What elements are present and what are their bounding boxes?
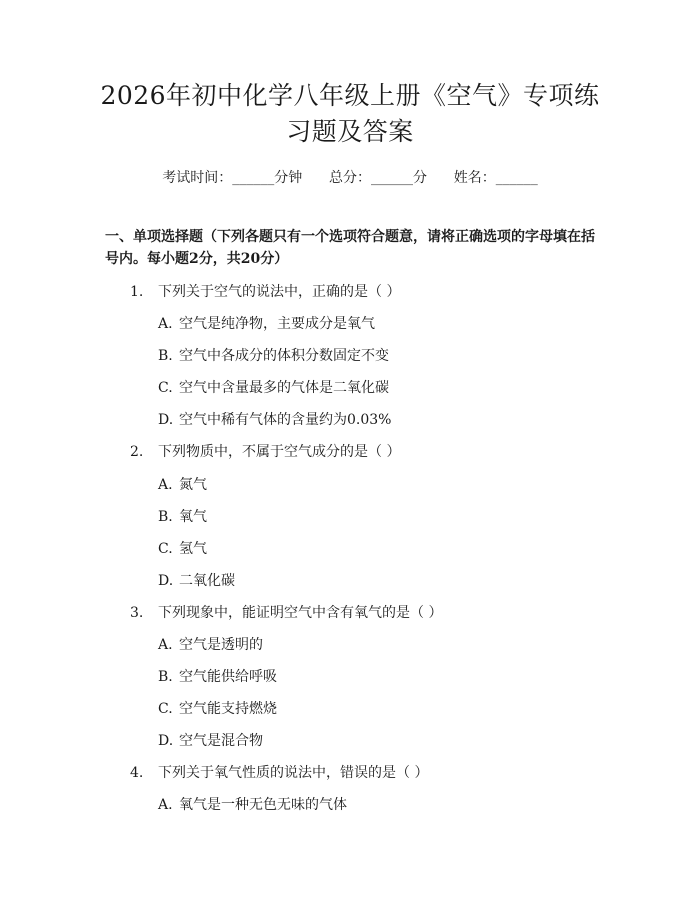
question-text: 下列关于空气的说法中，正确的是（ ） bbox=[158, 284, 401, 300]
question-number: 4. bbox=[130, 765, 144, 781]
question-number: 1. bbox=[130, 284, 144, 300]
option-text: 氧气是一种无色无味的气体 bbox=[179, 797, 347, 813]
option-text: 空气中各成分的体积分数固定不变 bbox=[179, 348, 389, 364]
question-number: 3. bbox=[130, 605, 144, 621]
option-letter: B. bbox=[158, 669, 173, 685]
page-title: 2026年初中化学八年级上册《空气》专项练习题及答案 bbox=[100, 81, 600, 146]
section-heading: 一、单项选择题（下列各题只有一个选项符合题意，请将正确选项的字母填在括号内。每小题2分，共20分） bbox=[105, 229, 595, 267]
option-letter: A. bbox=[158, 477, 173, 493]
option-text: 空气是纯净物，主要成分是氧气 bbox=[179, 316, 375, 332]
option-text: 空气能供给呼吸 bbox=[179, 669, 277, 685]
option-letter: A. bbox=[158, 797, 173, 813]
question-text: 下列关于氧气性质的说法中，错误的是（ ） bbox=[158, 765, 429, 781]
option-text: 氢气 bbox=[179, 541, 207, 557]
exam-meta-line: 考试时间：______分钟 总分：______分 姓名：______ bbox=[162, 170, 538, 186]
option-text: 空气是混合物 bbox=[179, 733, 263, 749]
question-text: 下列现象中，能证明空气中含有氧气的是（ ） bbox=[158, 605, 443, 621]
option-letter: B. bbox=[158, 509, 173, 525]
option-text: 空气中稀有气体的含量约为0.03% bbox=[179, 412, 392, 428]
option-text: 空气能支持燃烧 bbox=[179, 701, 277, 717]
option-letter: C. bbox=[158, 380, 173, 396]
option-letter: A. bbox=[158, 316, 173, 332]
option-letter: C. bbox=[158, 701, 173, 717]
option-letter: B. bbox=[158, 348, 173, 364]
question-text: 下列物质中，不属于空气成分的是（ ） bbox=[158, 444, 401, 460]
option-letter: C. bbox=[158, 541, 173, 557]
option-letter: D. bbox=[158, 573, 174, 589]
question-number: 2. bbox=[130, 444, 144, 460]
option-letter: D. bbox=[158, 412, 174, 428]
option-text: 空气是透明的 bbox=[179, 637, 263, 653]
option-letter: A. bbox=[158, 637, 173, 653]
option-text: 二氧化碳 bbox=[179, 573, 235, 589]
option-letter: D. bbox=[158, 733, 174, 749]
option-text: 空气中含量最多的气体是二氧化碳 bbox=[179, 380, 389, 396]
option-text: 氧气 bbox=[179, 509, 207, 525]
option-text: 氮气 bbox=[179, 477, 207, 493]
